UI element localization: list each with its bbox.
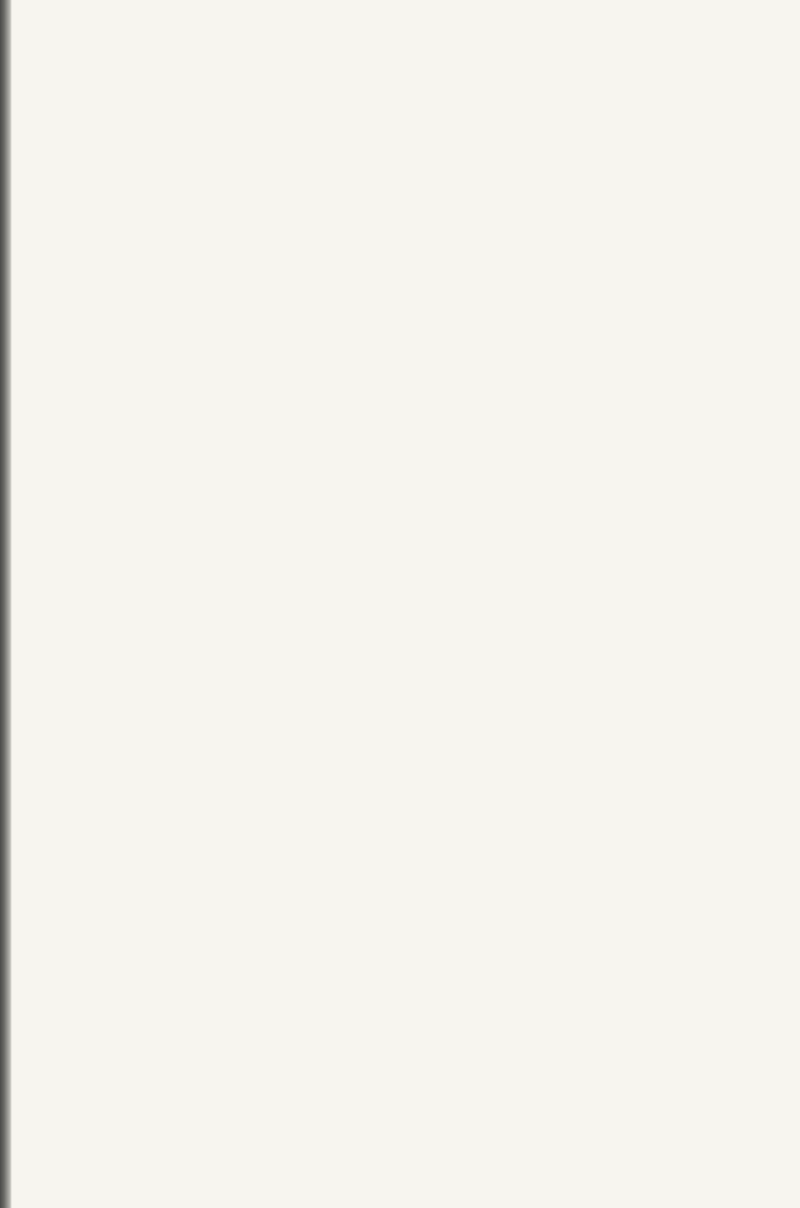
text-line [58, 828, 706, 853]
paragraph-fish-1 [58, 170, 706, 372]
text-line [58, 322, 706, 347]
text-line [58, 221, 706, 246]
text-line [58, 1081, 706, 1106]
text-line [58, 980, 706, 1005]
text-line [58, 271, 706, 296]
text-line [58, 347, 706, 372]
text-line [58, 246, 706, 271]
paragraph-milk-1 [58, 803, 706, 1056]
text-line [58, 1056, 706, 1081]
paragraph-fish-2 [58, 372, 706, 574]
text-line [58, 904, 706, 929]
paragraph-milk-2 [58, 1056, 706, 1157]
text-line [58, 372, 706, 397]
text-line [58, 854, 706, 879]
text-line [58, 524, 706, 549]
text-line [58, 170, 706, 195]
text-line [58, 195, 706, 220]
text-line [58, 473, 706, 498]
text-line [58, 423, 706, 448]
text-line [58, 397, 706, 422]
text-line [58, 1031, 706, 1056]
text-line [58, 1005, 706, 1030]
text-line [58, 879, 706, 904]
text-line [58, 448, 706, 473]
text-line [58, 929, 706, 954]
text-line [58, 803, 706, 828]
text-line [58, 296, 706, 321]
text-line [58, 549, 706, 574]
text-line [58, 955, 706, 980]
text-line [58, 498, 706, 523]
text-line [58, 1107, 706, 1132]
text-line [58, 1132, 706, 1157]
